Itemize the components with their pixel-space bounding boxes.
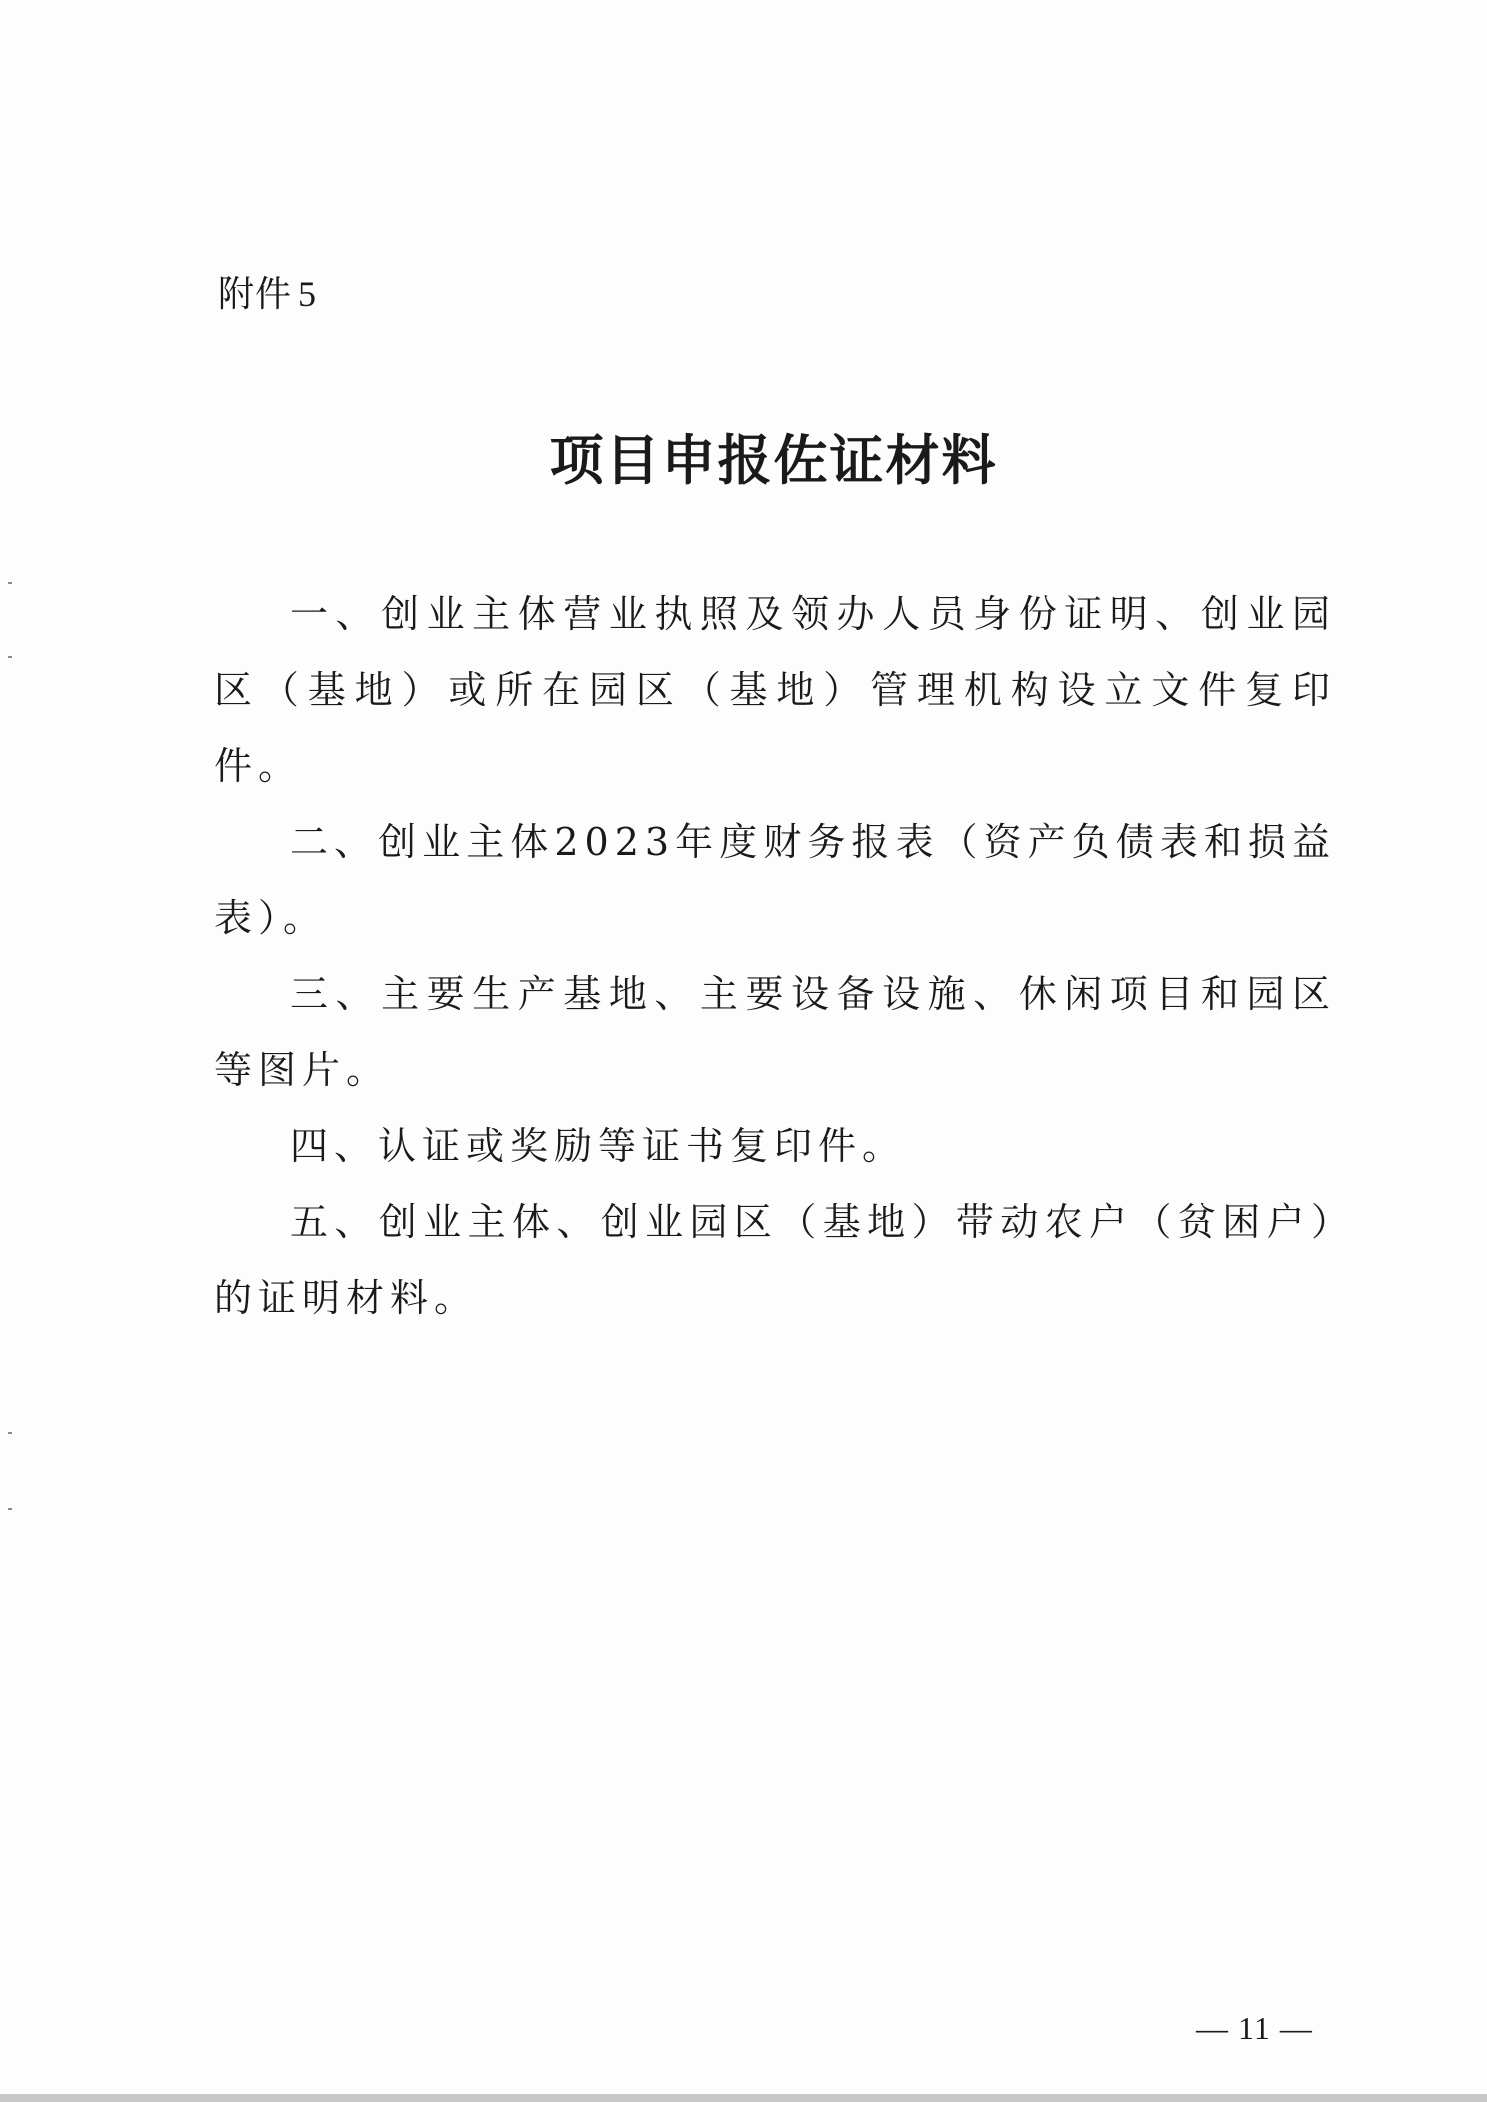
scan-mark (8, 1508, 12, 1510)
scan-bottom-edge (0, 2094, 1487, 2102)
paragraph-2: 二、创业主体2023年度财务报表（资产负债表和损益表）。 (214, 820, 1336, 940)
paragraph-3: 三、主要生产基地、主要设备设施、休闲项目和园区等图片。 (214, 972, 1336, 1092)
paragraph-1: 一、创业主体营业执照及领办人员身份证明、创业园区（基地）或所在园区（基地）管理机构设立文件复印件。 (214, 592, 1336, 788)
scan-mark (8, 656, 12, 658)
scan-mark (8, 1432, 12, 1434)
attachment-label-text: 附件 (218, 274, 293, 315)
paragraph-5: 五、创业主体、创业园区（基地）带动农户（贫困户）的证明材料。 (214, 1200, 1336, 1320)
page-number: — 11 — (1196, 2010, 1313, 2046)
attachment-number: 5 (298, 274, 318, 314)
paragraph-4: 四、认证或奖励等证书复印件。 (290, 1124, 907, 1168)
document-title: 项目申报佐证材料 (549, 429, 998, 492)
document-body (214, 576, 1336, 1336)
attachment-label (218, 266, 317, 317)
scan-mark (8, 582, 12, 584)
